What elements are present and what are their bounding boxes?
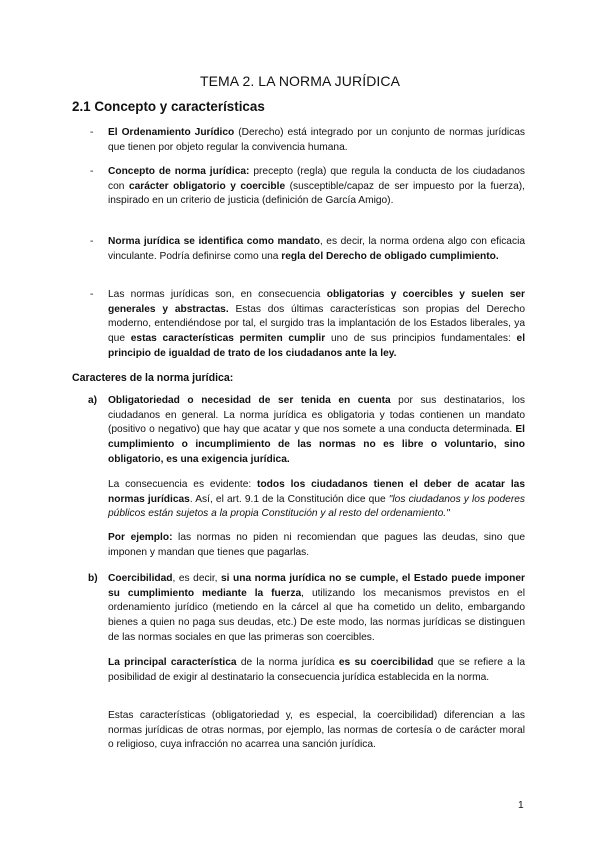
- body-text: La consecuencia es evidente:: [108, 479, 258, 490]
- item-b-paragraph-2: [108, 656, 525, 685]
- bullet-consecuencia: [108, 288, 525, 362]
- body-text: las normas no piden ni recomiendan que pagues las deudas, sino que imponen y mandan que tienes que pagarlas.: [108, 532, 525, 558]
- bold-text: regla del Derecho de obligado cumplimiento.: [281, 250, 499, 262]
- body-text: (Derecho) está integrado por un conjunto de normas jurídicas que tienen por objeto regular la convivencia humana.: [108, 127, 525, 153]
- bold-text: Por ejemplo:: [108, 532, 173, 543]
- bullet-concepto: [108, 165, 525, 209]
- bold-text: si una norma jurídica no se cumple, el Estado puede imponer su cumplimiento mediante la fuerza: [108, 573, 525, 599]
- item-a-paragraph-1: [108, 394, 525, 468]
- body-text: (susceptible/capaz de ser impuesto por la fuerza), inspirado en un criterio de justicia (definición de García Amigo).: [108, 180, 526, 207]
- body-text: , es decir, la norma ordena algo con eficacia vinculante. Podría definirse como una: [108, 236, 525, 262]
- body-text: . Así, el art. 9.1 de la Constitución dice que: [189, 493, 389, 505]
- item-b-paragraph-1: [108, 572, 525, 646]
- body-text: Estas dos últimas características son propias del Derecho moderno, entendiéndose por tal, el surgido tras la implantación de los Estados liberales, ya que: [108, 303, 525, 345]
- item-a-paragraph-2: [108, 478, 525, 522]
- bold-text: El Ordenamiento Jurídico: [108, 127, 235, 138]
- bullet-dash: -: [90, 166, 94, 177]
- page-title: TEMA 2. LA NORMA JURÍDICA: [199, 73, 401, 89]
- item-letter-a: a): [88, 395, 98, 406]
- bold-text: Norma jurídica se identifica como mandato: [108, 236, 320, 247]
- bold-text: el principio de igualdad de trato de los ciudadanos ante la ley.: [108, 333, 526, 359]
- body-text: por sus destinatarios, los ciudadanos en general. La norma jurídica es obligatoria y todas contienen un mandato (positivo o negativo) que hay que acatar y que nos somete a una conducta determinada.: [108, 395, 525, 436]
- body-text: precepto (regla) que regula la conducta de los ciudadanos con: [108, 166, 525, 192]
- bold-text: La principal característica: [108, 657, 237, 668]
- bold-text: Coercibilidad: [108, 573, 173, 584]
- bullet-dash: -: [90, 127, 94, 138]
- bold-text: todos los ciudadanos tienen el deber de acatar las normas jurídicas: [108, 479, 526, 505]
- body-text: , es decir,: [172, 573, 222, 584]
- italic-quote: "los ciudadanos y los poderes públicos están sujetos a la propia Constitución y al resto del ordenamiento.": [108, 493, 526, 520]
- bold-text: es su coercibilidad: [338, 657, 434, 668]
- body-text: uno de sus principios fundamentales:: [325, 333, 517, 345]
- bold-text: carácter obligatorio y coercible: [128, 180, 286, 192]
- section-heading: 2.1 Concepto y características: [72, 99, 265, 114]
- bullet-ordenamiento: [108, 126, 525, 155]
- bold-text: Obligatoriedad o necesidad de ser tenida en cuenta: [108, 395, 391, 406]
- page-number: 1: [518, 800, 524, 811]
- body-text: que se refiere a la posibilidad de exigir al destinatario la consecuencia jurídica establecida en la norma.: [108, 657, 525, 683]
- bullet-dash: -: [90, 236, 94, 247]
- bold-text: estas características permiten cumplir: [130, 333, 326, 345]
- bold-text: Concepto de norma jurídica:: [108, 166, 250, 177]
- bullet-dash: -: [90, 289, 94, 300]
- bullet-mandato: [108, 235, 525, 264]
- body-text: , utilizando los mecanismos previstos en el ordenamiento jurídico (metiendo en la cárcel al que ha cometido un delito, embargando bienes a quien no paga sus deudas, etc.) De este modo, las normas jurídicas se distinguen de las normas sociales en que las primeras son coercibles.: [108, 587, 525, 643]
- bold-text: El cumplimiento o incumplimiento de las normas no es libre o voluntario, sino obligatorio, es una exigencia jurídica.: [108, 424, 525, 465]
- item-b-paragraph-3: [108, 709, 525, 753]
- body-text: Las normas jurídicas son, en consecuencia: [108, 289, 327, 300]
- item-a-paragraph-3: [108, 531, 525, 560]
- item-letter-b: b): [88, 573, 98, 584]
- body-text: Estas características (obligatoriedad y, es especial, la coercibilidad) diferencian a las normas jurídicas de otras normas, por ejemplo, las normas de cortesía o de carácter moral o religioso, cuya infracción no acarrea una sanción jurídica.: [108, 710, 525, 751]
- body-text: de la norma jurídica: [236, 657, 339, 668]
- caracteres-heading: Caracteres de la norma jurídica:: [72, 372, 234, 384]
- bold-text: obligatorias y coercibles y suelen ser generales y abstractas.: [108, 289, 525, 315]
